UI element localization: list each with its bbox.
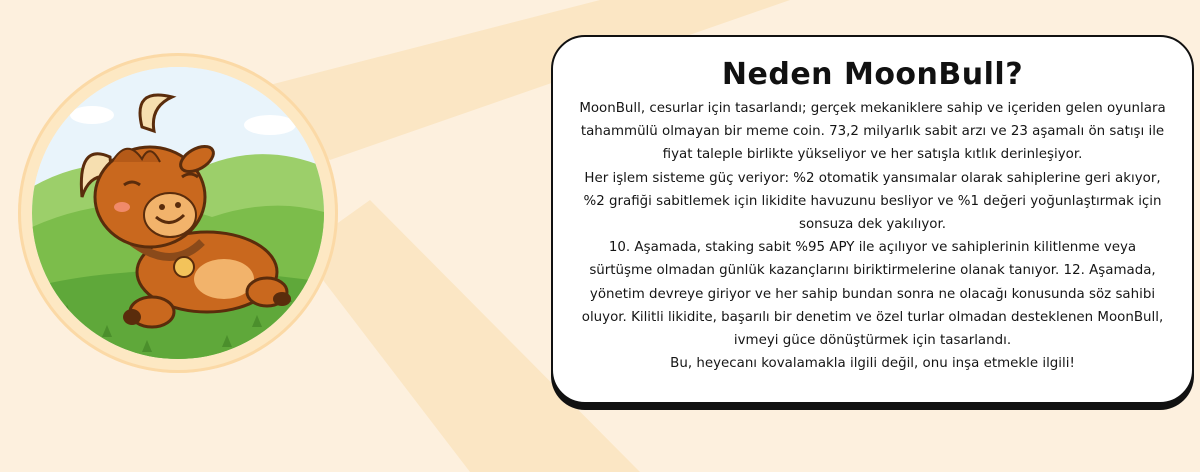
paragraph-4: Bu, heyecanı kovalamakla ilgili değil, onu inşa etmekle ilgili!	[670, 356, 1075, 372]
why-moonbull-card	[551, 35, 1194, 404]
mascot-image	[32, 67, 324, 359]
section-title: Neden MoonBull?	[721, 57, 1024, 92]
mascot-frame	[18, 53, 338, 373]
moonbull-mascot-icon	[32, 67, 324, 359]
paragraph-1: MoonBull, cesurlar için tasarlandı; gerçek mekaniklere sahip ve içeriden gelen oyunlara tahammülü olmayan bir meme coin. 73,2 milyarlık sabit arzı ve 23 aşamalı ön satışı ile fiyat taleple birlikte yükseliyor ve her satışla kıtlık derinleşiyor.	[579, 101, 1166, 163]
paragraph-3: 10. Aşamada, staking sabit %95 APY ile açılıyor ve sahiplerinin kilitlenme veya sürtüşme olmadan günlük kazançlarını biriktirmelerine olanak tanıyor. 12. Aşamada, yönetim devreye giriyor ve her sahip bundan sonra ne olacağı konusunda söz sahibi oluyor. Kilitli likidite, başarılı bir denetim ve özel turlar olmadan desteklenen MoonBull, ivmeyi güce dönüştürmek için tasarlandı.	[581, 240, 1164, 349]
paragraph-2: Her işlem sisteme güç veriyor: %2 otomatik yansımalar olarak sahiplerine geri akıyor, %2 grafiği sabitlemek için likidite havuzunu besliyor ve %1 değeri yoğunlaştırmak için sonsuza dek yakılıyor.	[583, 170, 1162, 233]
